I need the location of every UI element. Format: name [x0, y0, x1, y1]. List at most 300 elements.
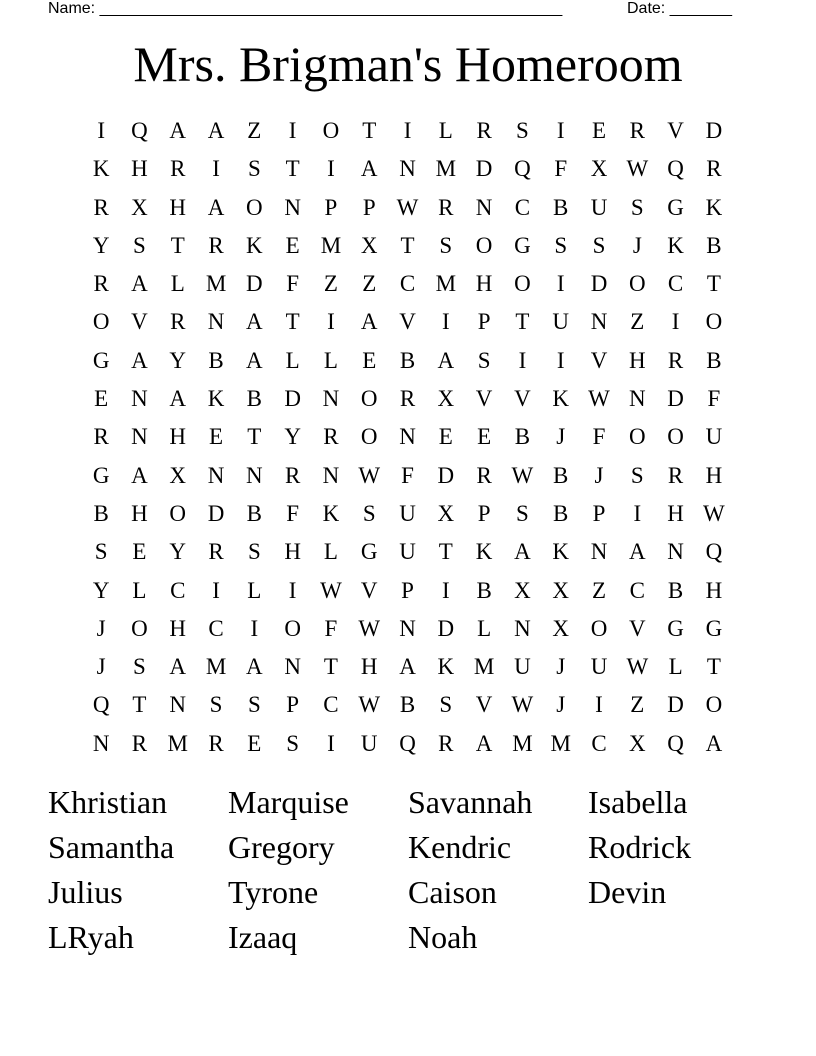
grid-letter: I — [556, 118, 565, 143]
grid-letter: I — [212, 156, 220, 182]
grid-letter: H — [284, 539, 301, 565]
grid-letter: R — [208, 539, 224, 565]
grid-letter: R — [476, 118, 492, 143]
grid-letter: T — [706, 271, 721, 297]
grid-letter: D — [705, 118, 723, 143]
grid-letter: A — [360, 156, 378, 182]
grid-letter: B — [93, 500, 109, 526]
grid-letter: G — [92, 462, 110, 488]
word-search-grid — [82, 112, 733, 763]
grid-letter: W — [626, 156, 649, 182]
grid-letter: O — [705, 692, 723, 718]
grid-letter: X — [360, 232, 378, 258]
grid-letter: Y — [169, 539, 187, 565]
grid-letter: V — [628, 615, 646, 641]
grid-letter: E — [94, 386, 109, 412]
grid-letter: U — [360, 730, 378, 756]
grid-letter: A — [246, 654, 263, 680]
grid-letter: R — [438, 730, 454, 756]
word-bank-item: Marquise — [228, 784, 349, 820]
grid-letter: X — [514, 577, 531, 603]
grid-letter: U — [399, 539, 416, 565]
grid-letter: N — [590, 309, 608, 335]
word-bank-item: Caison — [408, 874, 497, 910]
grid-letter: C — [170, 577, 186, 603]
grid-row — [82, 533, 733, 571]
grid-letter: H — [131, 156, 148, 182]
grid-letter: J — [594, 462, 604, 488]
grid-letter: B — [667, 577, 684, 603]
grid-letter: J — [556, 654, 566, 680]
grid-letter: N — [207, 462, 225, 488]
grid-letter: A — [169, 118, 187, 143]
grid-letter: T — [706, 654, 721, 680]
grid-row — [82, 610, 733, 648]
grid-letter: C — [208, 615, 224, 641]
grid-letter: C — [514, 194, 531, 220]
grid-letter: X — [437, 386, 455, 412]
word-row — [48, 870, 778, 915]
grid-letter: U — [705, 424, 723, 450]
grid-letter: P — [477, 309, 491, 335]
grid-letter: N — [322, 462, 340, 488]
grid-letter: A — [705, 730, 723, 756]
grid-letter: M — [320, 232, 342, 258]
grid-letter: W — [396, 194, 419, 220]
grid-letter: N — [131, 386, 148, 412]
grid-letter: Z — [247, 118, 262, 143]
grid-letter: V — [131, 309, 148, 335]
grid-letter: G — [360, 539, 378, 565]
grid-letter: L — [477, 615, 492, 641]
grid-letter: A — [131, 271, 148, 297]
grid-letter: O — [590, 615, 608, 641]
grid-letter: W — [358, 692, 381, 718]
grid-letter: P — [401, 577, 414, 603]
word-bank — [48, 780, 778, 960]
grid-letter: X — [628, 730, 646, 756]
grid-letter: D — [437, 615, 455, 641]
grid-letter: R — [93, 424, 109, 450]
grid-letter: X — [169, 462, 187, 488]
grid-letter: S — [94, 539, 108, 565]
grid-letter: O — [360, 386, 378, 412]
grid-letter: I — [441, 309, 450, 335]
grid-letter: B — [553, 500, 569, 526]
grid-letter: L — [132, 577, 147, 603]
grid-letter: W — [511, 462, 534, 488]
grid-letter: N — [131, 424, 148, 450]
grid-letter: H — [169, 615, 187, 641]
grid-letter: V — [399, 309, 416, 335]
word-bank-item: Isabella — [588, 784, 688, 820]
grid-letter: M — [435, 271, 457, 297]
grid-letter: O — [322, 118, 340, 143]
grid-letter: O — [628, 271, 646, 297]
grid-letter: A — [207, 118, 225, 143]
grid-letter: M — [473, 654, 495, 680]
grid-letter: D — [207, 500, 225, 526]
grid-letter: T — [400, 232, 415, 258]
grid-letter: S — [630, 194, 644, 220]
grid-letter: A — [131, 347, 148, 373]
grid-letter: S — [554, 232, 568, 258]
grid-letter: H — [475, 271, 493, 297]
word-bank-item: Savannah — [408, 784, 533, 820]
grid-letter: Q — [131, 118, 148, 143]
grid-letter: R — [706, 156, 722, 182]
grid-letter: N — [514, 615, 531, 641]
grid-letter: I — [288, 118, 297, 143]
grid-letter: D — [437, 462, 455, 488]
grid-letter: A — [207, 194, 225, 220]
grid-letter: J — [632, 232, 642, 258]
grid-letter: S — [247, 692, 261, 718]
grid-letter: O — [92, 309, 110, 335]
word-bank-item: Rodrick — [588, 829, 692, 865]
grid-letter: I — [250, 615, 259, 641]
grid-letter: N — [284, 654, 301, 680]
grid-letter: I — [671, 309, 680, 335]
grid-letter: O — [705, 309, 723, 335]
grid-letter: N — [246, 462, 263, 488]
grid-row — [82, 342, 733, 380]
grid-letter: B — [208, 347, 224, 373]
grid-letter: A — [246, 309, 263, 335]
word-bank-item: Devin — [588, 874, 667, 910]
grid-letter: G — [667, 615, 684, 641]
grid-row — [82, 380, 733, 418]
grid-letter: L — [323, 539, 338, 565]
word-bank-item: Samantha — [48, 829, 175, 865]
grid-letter: L — [438, 118, 453, 143]
grid-letter: F — [324, 615, 338, 641]
grid-letter: B — [553, 194, 569, 220]
grid-letter: N — [628, 386, 646, 412]
grid-letter: J — [556, 424, 566, 450]
grid-letter: R — [667, 347, 684, 373]
grid-letter: P — [286, 692, 300, 718]
grid-letter: A — [131, 462, 148, 488]
grid-letter: M — [550, 730, 571, 756]
grid-letter: R — [170, 309, 186, 335]
grid-row — [82, 418, 733, 456]
grid-letter: N — [207, 309, 225, 335]
grid-letter: I — [633, 500, 642, 526]
grid-letter: I — [403, 118, 412, 143]
grid-letter: K — [322, 500, 340, 526]
grid-letter: P — [362, 194, 376, 220]
grid-letter: Z — [591, 577, 607, 603]
grid-letter: T — [438, 539, 453, 565]
grid-letter: B — [706, 347, 722, 373]
word-bank-item: LRyah — [48, 919, 134, 955]
grid-letter: K — [552, 386, 570, 412]
grid-letter: B — [706, 232, 722, 258]
word-row — [48, 780, 778, 825]
grid-letter: A — [360, 309, 378, 335]
grid-letter: E — [591, 118, 607, 143]
grid-letter: H — [705, 462, 723, 488]
grid-letter: R — [399, 386, 416, 412]
grid-letter: X — [437, 500, 455, 526]
grid-letter: S — [516, 118, 529, 143]
grid-letter: N — [284, 194, 301, 220]
grid-letter: T — [285, 309, 300, 335]
grid-letter: I — [97, 118, 105, 143]
page-title: Mrs. Brigman's Homeroom — [133, 36, 683, 92]
grid-letter: B — [476, 577, 492, 603]
word-bank-item: Khristian — [48, 784, 168, 820]
grid-letter: I — [327, 730, 335, 756]
grid-letter: K — [92, 156, 110, 182]
grid-letter: O — [475, 232, 493, 258]
grid-letter: H — [131, 500, 148, 526]
grid-letter: D — [246, 271, 263, 297]
grid-letter: S — [477, 347, 491, 373]
grid-letter: L — [668, 654, 683, 680]
grid-letter: N — [169, 692, 187, 718]
grid-letter: Q — [705, 539, 723, 565]
grid-letter: N — [590, 539, 608, 565]
grid-letter: S — [592, 232, 606, 258]
grid-letter: L — [247, 577, 262, 603]
grid-letter: N — [322, 386, 340, 412]
grid-letter: R — [629, 118, 645, 143]
word-bank-item: Gregory — [228, 829, 335, 865]
grid-letter: R — [93, 194, 109, 220]
grid-letter: V — [475, 386, 493, 412]
grid-letter: B — [399, 347, 416, 373]
grid-letter: A — [169, 654, 187, 680]
grid-letter: R — [208, 232, 224, 258]
grid-letter: F — [592, 424, 606, 450]
grid-letter: E — [247, 730, 262, 756]
grid-letter: Y — [169, 347, 187, 373]
grid-letter: V — [475, 692, 493, 718]
grid-letter: W — [320, 577, 342, 603]
grid-letter: T — [285, 156, 300, 182]
grid-letter: A — [399, 654, 416, 680]
grid-letter: C — [629, 577, 645, 603]
grid-letter: V — [590, 347, 608, 373]
grid-row — [82, 457, 733, 495]
grid-letter: N — [475, 194, 493, 220]
grid-letter: S — [209, 692, 223, 718]
grid-letter: K — [705, 194, 723, 220]
grid-letter: V — [667, 118, 684, 143]
grid-letter: G — [667, 194, 684, 220]
grid-letter: E — [438, 424, 453, 450]
grid-letter: G — [514, 232, 531, 258]
grid-letter: E — [362, 347, 377, 373]
grid-letter: B — [514, 424, 531, 450]
grid-row — [82, 265, 733, 303]
grid-letter: U — [590, 194, 608, 220]
grid-letter: X — [552, 615, 570, 641]
grid-letter: K — [475, 539, 493, 565]
grid-row — [82, 572, 733, 610]
grid-letter: X — [590, 156, 608, 182]
grid-letter: I — [595, 692, 603, 718]
grid-letter: Q — [667, 730, 684, 756]
grid-letter: E — [209, 424, 224, 450]
grid-row — [82, 227, 733, 265]
grid-letter: E — [285, 232, 300, 258]
name-field: Name: ____________________________________________________ — [48, 0, 563, 17]
grid-letter: P — [592, 500, 606, 526]
grid-letter: H — [628, 347, 646, 373]
grid-letter: V — [514, 386, 531, 412]
grid-letter: I — [327, 156, 335, 182]
grid-letter: D — [667, 386, 684, 412]
grid-letter: F — [401, 462, 414, 488]
grid-letter: U — [590, 654, 608, 680]
grid-letter: A — [628, 539, 646, 565]
grid-letter: T — [247, 424, 262, 450]
grid-letter: S — [247, 156, 261, 182]
grid-letter: Z — [630, 309, 645, 335]
grid-letter: C — [667, 271, 684, 297]
grid-letter: F — [286, 271, 300, 297]
grid-letter: W — [358, 462, 381, 488]
grid-letter: Y — [92, 577, 110, 603]
grid-letter: H — [360, 654, 378, 680]
grid-row — [82, 686, 733, 724]
grid-letter: F — [554, 156, 568, 182]
grid-letter: M — [205, 654, 227, 680]
grid-letter: K — [552, 539, 570, 565]
grid-letter: D — [475, 156, 493, 182]
grid-letter: Q — [399, 730, 416, 756]
grid-letter: W — [588, 386, 610, 412]
grid-letter: T — [515, 309, 530, 335]
grid-letter: M — [435, 156, 457, 182]
grid-letter: B — [246, 386, 262, 412]
grid-letter: R — [170, 156, 186, 182]
grid-letter: A — [246, 347, 263, 373]
grid-letter: W — [358, 615, 381, 641]
grid-letter: M — [167, 730, 188, 756]
grid-letter: M — [512, 730, 533, 756]
grid-letter: O — [131, 615, 148, 641]
grid-letter: W — [626, 654, 649, 680]
grid-row — [82, 303, 733, 341]
grid-letter: R — [284, 462, 301, 488]
word-row — [48, 915, 778, 960]
grid-letter: K — [207, 386, 225, 412]
grid-letter: Z — [323, 271, 338, 297]
grid-letter: W — [703, 500, 725, 526]
grid-letter: R — [323, 424, 339, 450]
grid-letter: O — [284, 615, 301, 641]
grid-letter: I — [288, 577, 297, 603]
grid-letter: G — [92, 347, 110, 373]
word-bank-item: Tyrone — [228, 874, 319, 910]
grid-letter: K — [246, 232, 263, 258]
grid-letter: E — [132, 539, 147, 565]
grid-letter: L — [285, 347, 300, 373]
grid-letter: K — [437, 654, 455, 680]
grid-letter: S — [439, 692, 453, 718]
grid-letter: M — [205, 271, 227, 297]
grid-letter: C — [323, 692, 339, 718]
word-bank-item: Kendric — [408, 829, 512, 865]
grid-letter: V — [360, 577, 378, 603]
grid-letter: S — [247, 539, 261, 565]
grid-letter: E — [477, 424, 492, 450]
grid-letter: R — [438, 194, 454, 220]
grid-letter: Y — [284, 424, 301, 450]
grid-letter: K — [667, 232, 684, 258]
grid-letter: T — [323, 654, 338, 680]
grid-letter: P — [477, 500, 491, 526]
grid-row — [82, 112, 733, 150]
word-bank-item: Noah — [408, 919, 478, 955]
grid-letter: N — [399, 156, 416, 182]
grid-letter: C — [591, 730, 607, 756]
grid-letter: I — [518, 347, 527, 373]
grid-row — [82, 648, 733, 686]
grid-letter: B — [246, 500, 262, 526]
grid-letter: D — [667, 692, 684, 718]
grid-letter: H — [169, 194, 187, 220]
grid-letter: I — [556, 347, 565, 373]
grid-letter: P — [324, 194, 338, 220]
grid-row — [82, 495, 733, 533]
grid-letter: S — [630, 462, 644, 488]
grid-letter: Q — [92, 692, 110, 718]
grid-letter: B — [553, 462, 569, 488]
grid-letter: A — [169, 386, 187, 412]
grid-letter: O — [667, 424, 684, 450]
grid-letter: R — [667, 462, 684, 488]
grid-letter: I — [327, 309, 335, 335]
grid-letter: X — [131, 194, 148, 220]
grid-letter: O — [169, 500, 187, 526]
grid-letter: T — [170, 232, 185, 258]
grid-letter: O — [514, 271, 531, 297]
grid-letter: D — [590, 271, 608, 297]
grid-letter: C — [399, 271, 416, 297]
grid-letter: J — [556, 692, 566, 718]
grid-letter: Z — [630, 692, 645, 718]
grid-letter: I — [441, 577, 450, 603]
grid-letter: I — [556, 271, 565, 297]
grid-letter: S — [133, 232, 146, 258]
grid-letter: R — [476, 462, 492, 488]
grid-letter: T — [362, 118, 377, 143]
grid-letter: Y — [92, 232, 110, 258]
grid-letter: R — [131, 730, 148, 756]
grid-letter: I — [212, 577, 220, 603]
grid-letter: U — [552, 309, 570, 335]
grid-letter: H — [667, 500, 684, 526]
grid-letter: W — [511, 692, 534, 718]
word-row — [48, 825, 778, 870]
grid-letter: F — [286, 500, 300, 526]
grid-letter: X — [552, 577, 570, 603]
grid-row — [82, 725, 733, 763]
grid-letter: H — [705, 577, 723, 603]
grid-letter: S — [362, 500, 376, 526]
grid-letter: A — [475, 730, 493, 756]
grid-letter: U — [399, 500, 416, 526]
grid-letter: Q — [667, 156, 684, 182]
grid-letter: S — [133, 654, 146, 680]
grid-letter: U — [514, 654, 531, 680]
grid-letter: G — [705, 615, 723, 641]
